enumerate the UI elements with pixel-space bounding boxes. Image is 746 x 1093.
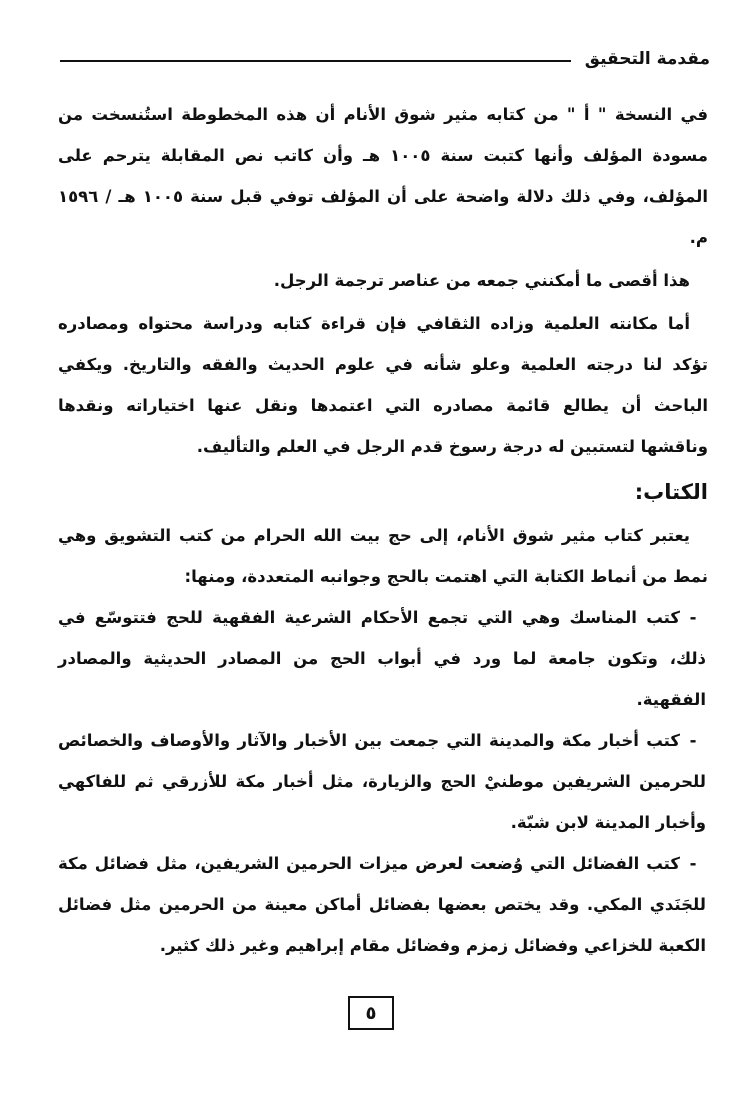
list-item-akhbar: [58, 720, 708, 843]
header-rule: [60, 60, 571, 62]
running-header: [60, 44, 710, 74]
list-item-fadail: [58, 843, 708, 966]
page-number: ٥: [365, 1002, 377, 1024]
page-number-box: [348, 996, 394, 1030]
list-dash: -: [689, 608, 697, 627]
list-item-text: كتب أخبار مكة والمدينة التي جمعت بين الأخبار والآثار والأوصاف والخصائص للحرمين الشريفين موطنيْ الحج والزيارة، مثل أخبار مكة للأزرقي ثم للفاكهي وأخبار المدينة لابن شبّة.: [58, 731, 706, 832]
page-body: [58, 94, 708, 966]
list-item-text: كتب المناسك وهي التي تجمع الأحكام الشرعية الفقهية للحج فتتوسّع في ذلك، وتكون جامعة لما ورد في أبواب الحج من المصادر الحديثية والمصادر الفقهية.: [58, 608, 706, 709]
paragraph-book-intro: يعتبر كتاب مثير شوق الأنام، إلى حج بيت الله الحرام من كتب التشويق وهي نمط من أنماط الكتابة التي اهتمت بالحج وجوانبه المتعددة، ومنها:: [58, 526, 708, 586]
running-header-title: مقدمة التحقيق: [584, 49, 710, 69]
list-dash: -: [689, 731, 697, 750]
section-heading-book: الكتاب:: [634, 480, 708, 504]
paragraph-biography-end: هذا أقصى ما أمكنني جمعه من عناصر ترجمة الرجل.: [273, 271, 690, 290]
paragraph-scholarly-status: أما مكانته العلمية وزاده الثقافي فإن قراءة كتابه ودراسة محتواه ومصادره تؤكد لنا درجته العلمية وعلو شأنه في علوم الحديث والفقه والتاريخ. ويكفي الباحث أن يطالع قائمة مصادره التي اعتمدها ونقل عنها اختياراته ونقدها وناقشها لتستبين له درجة رسوخ قدم الرجل في العلم والتأليف.: [58, 314, 708, 456]
list-item-text: كتب الفضائل التي وُضعت لعرض ميزات الحرمين الشريفين، مثل فضائل مكة للجَنَدي المكي. وقد يختص بعضها بفضائل أماكن معينة من الحرمين مثل فضائل الكعبة للخزاعي وفضائل زمزم وفضائل مقام إبراهيم وغير ذلك كثير.: [58, 854, 706, 955]
list-item-manasik: [58, 597, 708, 720]
paragraph-manuscript-note: في النسخة " أ " من كتابه مثير شوق الأنام أن هذه المخطوطة استُنسخت من مسودة المؤلف وأنها كتبت سنة ١٠٠٥ هـ وأن كاتب نص المقابلة يترحم على المؤلف، وفي ذلك دلالة واضحة على أن المؤلف توفي قبل سنة ١٠٠٥ هـ / ١٥٩٦ م.: [58, 105, 708, 247]
list-dash: -: [689, 854, 697, 873]
